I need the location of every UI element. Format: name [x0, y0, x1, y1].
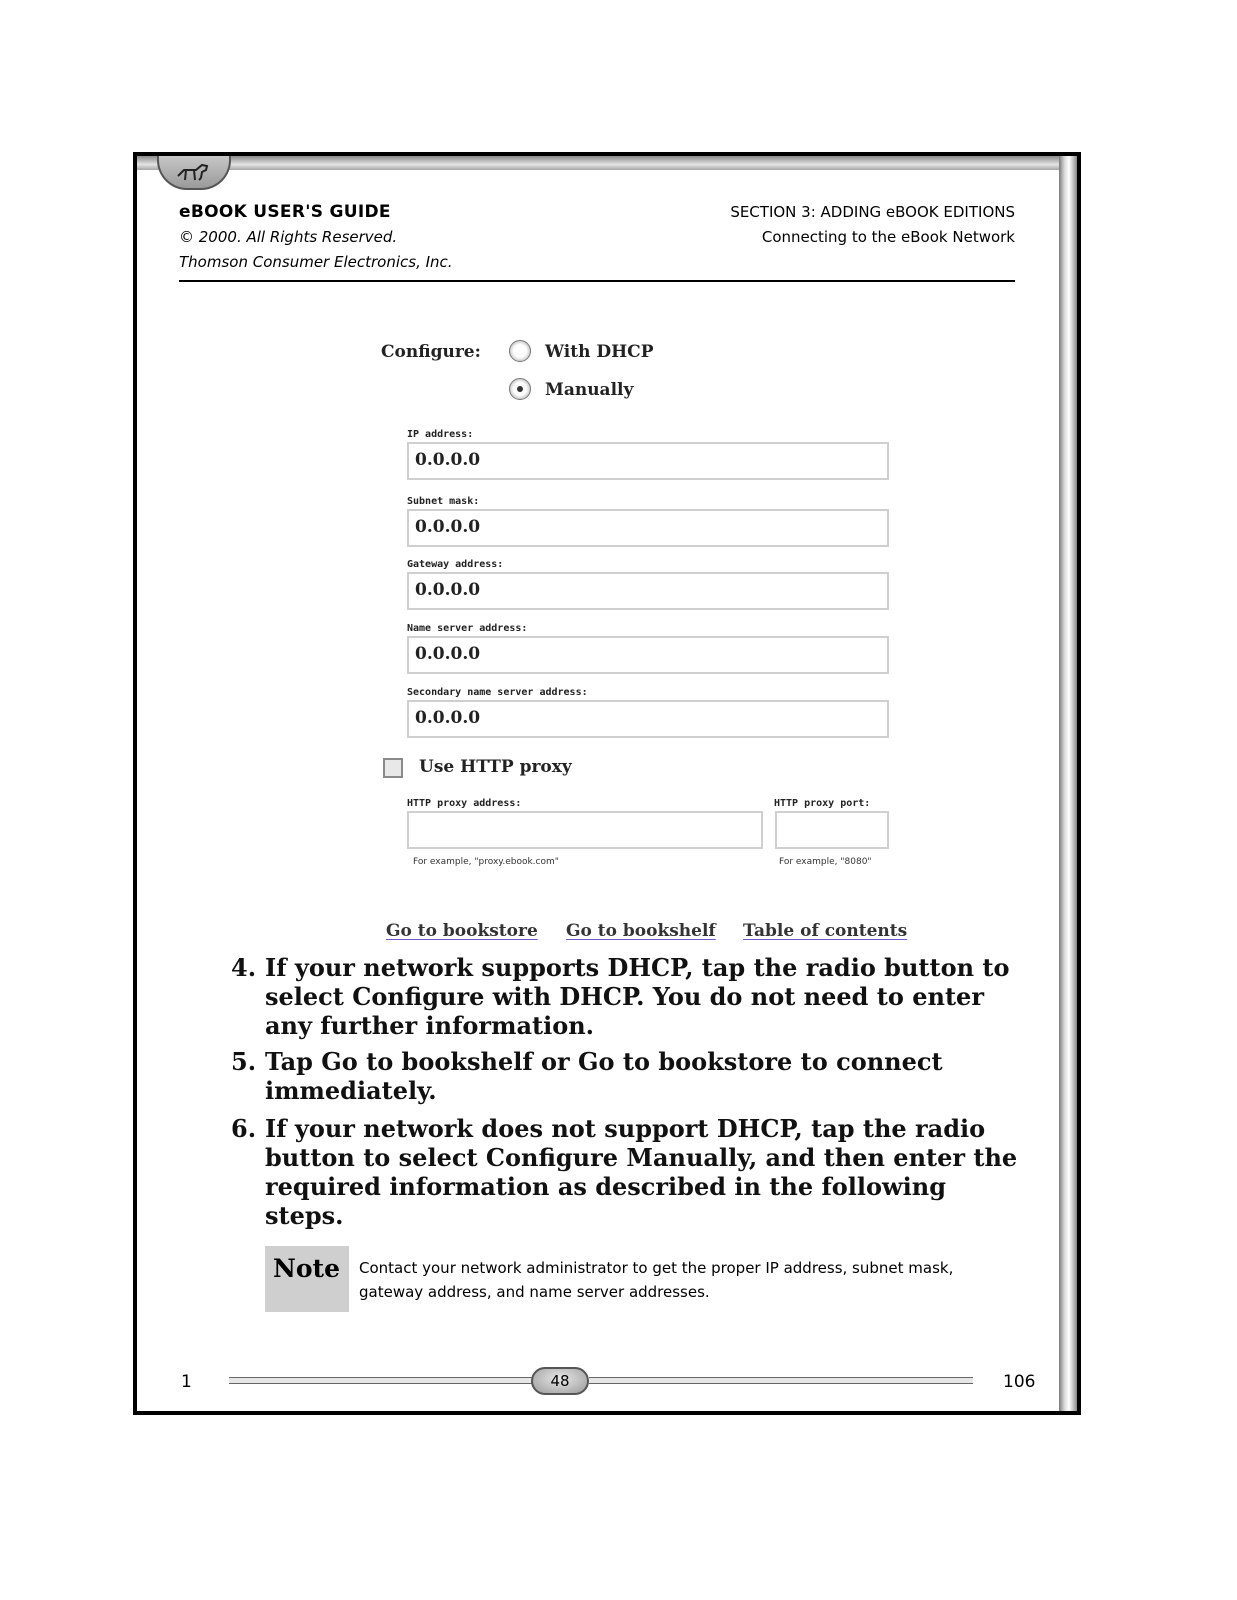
radio-with-dhcp[interactable] [509, 340, 531, 362]
http-proxy-address-label: HTTP proxy address: [407, 798, 522, 809]
gateway-address-field[interactable]: 0.0.0.0 [407, 572, 889, 610]
header-left [179, 200, 453, 275]
secondary-name-server-field[interactable]: 0.0.0.0 [407, 700, 889, 738]
note-label: Note [265, 1246, 349, 1312]
step-text: If your network does not support DHCP, tap the radio button to select Configure Manually, and then enter the required information as described in the following steps. [265, 1114, 1018, 1230]
current-page-thumb[interactable]: 48 [531, 1367, 589, 1395]
subnet-mask-field[interactable]: 0.0.0.0 [407, 509, 889, 547]
table-of-contents-link[interactable]: Table of contents [743, 921, 908, 941]
radio-selected-dot [517, 386, 523, 392]
company-name: Thomson Consumer Electronics, Inc. [179, 253, 453, 271]
first-page-number[interactable]: 1 [181, 1372, 192, 1392]
subsection-title: Connecting to the eBook Network [761, 228, 1015, 246]
right-scroll-bar[interactable] [1059, 156, 1077, 1411]
copyright: © 2000. All Rights Reserved. [179, 228, 398, 246]
configure-label: Configure: [381, 342, 481, 362]
http-proxy-port-field[interactable] [775, 811, 889, 849]
header-right [730, 200, 1015, 250]
use-http-proxy-label[interactable]: Use HTTP proxy [419, 757, 572, 777]
step-text: If your network supports DHCP, tap the radio button to select Configure with DHCP. You do not need to enter any further information. [265, 953, 1010, 1040]
ip-address-field[interactable]: 0.0.0.0 [407, 442, 889, 480]
step-5 [231, 1047, 1021, 1105]
radio-manually[interactable] [509, 378, 531, 400]
name-server-field[interactable]: 0.0.0.0 [407, 636, 889, 674]
step-number: 4. [231, 953, 257, 982]
page-slider-track-left[interactable] [229, 1377, 533, 1384]
radio-manually-label[interactable]: Manually [545, 380, 634, 400]
top-scroll-bar [137, 156, 1059, 170]
subnet-mask-label: Subnet mask: [407, 496, 480, 507]
radio-with-dhcp-label[interactable]: With DHCP [545, 342, 654, 362]
ebook-page-frame [133, 152, 1081, 1415]
http-proxy-address-field[interactable] [407, 811, 763, 849]
http-proxy-port-label: HTTP proxy port: [774, 798, 871, 809]
dog-logo-icon [174, 160, 214, 184]
step-number: 6. [231, 1114, 257, 1143]
step-6 [231, 1114, 1021, 1230]
section-title: SECTION 3: ADDING eBOOK EDITIONS [730, 203, 1015, 221]
use-http-proxy-checkbox[interactable] [383, 758, 403, 778]
ip-address-label: IP address: [407, 429, 474, 440]
step-4 [231, 953, 1021, 1040]
http-proxy-port-example: For example, "8080" [779, 857, 872, 867]
go-to-bookshelf-link[interactable]: Go to bookshelf [566, 921, 716, 941]
go-to-bookstore-link[interactable]: Go to bookstore [386, 921, 538, 941]
last-page-number[interactable]: 106 [1003, 1372, 1036, 1392]
note-text: Contact your network administrator to get the proper IP address, subnet mask, gateway address, and name server addresses. [359, 1259, 954, 1301]
step-number: 5. [231, 1047, 257, 1076]
guide-title: eBOOK USER'S GUIDE [179, 202, 391, 222]
step-text: Tap Go to bookshelf or Go to bookstore to connect immediately. [265, 1047, 943, 1105]
http-proxy-address-example: For example, "proxy.ebook.com" [413, 857, 559, 867]
header-divider [179, 280, 1015, 282]
page-slider-track-right[interactable] [589, 1377, 973, 1384]
bookmark-tab[interactable] [157, 156, 231, 190]
gateway-address-label: Gateway address: [407, 559, 504, 570]
name-server-label: Name server address: [407, 623, 528, 634]
secondary-name-server-label: Secondary name server address: [407, 687, 588, 698]
